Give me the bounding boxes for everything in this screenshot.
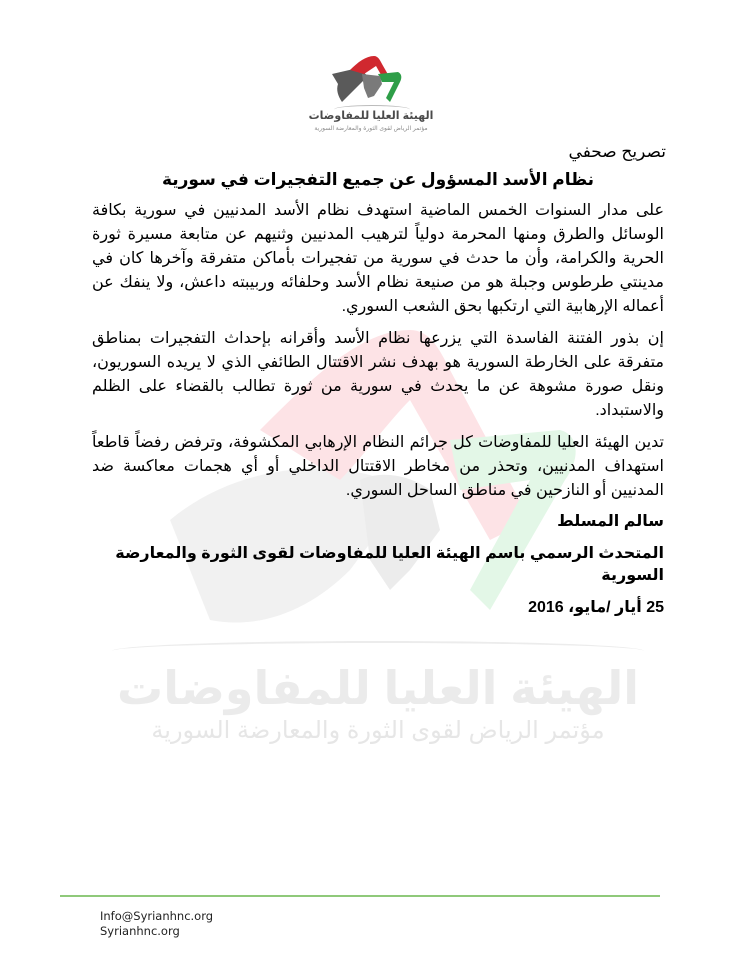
header-logo (308, 52, 434, 136)
document-date: 25 أيار /مايو، 2016 (528, 599, 664, 616)
footer-website-link[interactable]: Syrianhnc.org (100, 924, 180, 938)
footer-divider (60, 895, 660, 897)
logo-title: الهيئة العليا للمفاوضات (308, 110, 434, 122)
star-ribbon-logo-icon (328, 52, 414, 106)
document-body (92, 141, 664, 747)
watermark-subtitle: مؤتمر الرياض لقوى الثورة والمعارضة السورية (151, 717, 605, 744)
document-subject: نظام الأسد المسؤول عن جميع التفجيرات في سورية (161, 170, 595, 189)
watermark-text (92, 641, 664, 747)
watermark-title: الهيئة العليا للمفاوضات (116, 662, 640, 714)
body-paragraph-3: تدين الهيئة العليا للمفاوضات كل جرائم النظام الإرهابي المكشوفة، وترفض رفضاً قاطعاً استهداف المدنيين، وتحذر من مخاطر الاقتتال الداخلي أو أي هجمات معاكسة ضد المدنيين أو النازحين في مناطق الساحل السوري. (92, 434, 665, 499)
body-paragraph-1: على مدار السنوات الخمس الماضية استهدف نظام الأسد المدنيين في سورية بكافة الوسائل والطرق ومنها المحرمة دولياً لترهيب المدنيين وثنيهم عن متابعة مسيرة ثورة الحرية والكرامة، وأن ما حدث في سورية من تفجيرات بأماكن متفرقة وآخرها كان في مدينتي طرطوس وجبلة هو من صنيعة نظام الأسد وحلفائه وربيبته داعش، ولا ينفك عن أعماله الإرهابية التي ارتكبها بحق الشعب السوري. (92, 202, 664, 315)
document-type-label: تصريح صحفي (568, 142, 666, 161)
footer-contact (100, 909, 213, 939)
logo-subtitle: مؤتمر الرياض لقوى الثورة والمعارضة السورية (314, 126, 428, 132)
signatory-title: المتحدث الرسمي باسم الهيئة العليا للمفاوضات لقوى الثورة والمعارضة السورية (115, 545, 664, 584)
watermark-arc (112, 641, 644, 661)
body-paragraph-2: إن بذور الفتنة الفاسدة التي يزرعها نظام الأسد وأقرانه بإحداث التفجيرات بمناطق متفرقة على الخارطة السورية هو بهدف نشر الاقتتال الطائفي الذي لا يريده السوريون، ونقل صورة مشوهة عن ما يحدث في سورية من ثورة تطالب بالقضاء على الظلم والاستبداد. (92, 330, 664, 419)
footer-email-link[interactable]: Info@Syrianhnc.org (100, 909, 214, 923)
signatory-name: سالم المسلط (557, 513, 664, 530)
